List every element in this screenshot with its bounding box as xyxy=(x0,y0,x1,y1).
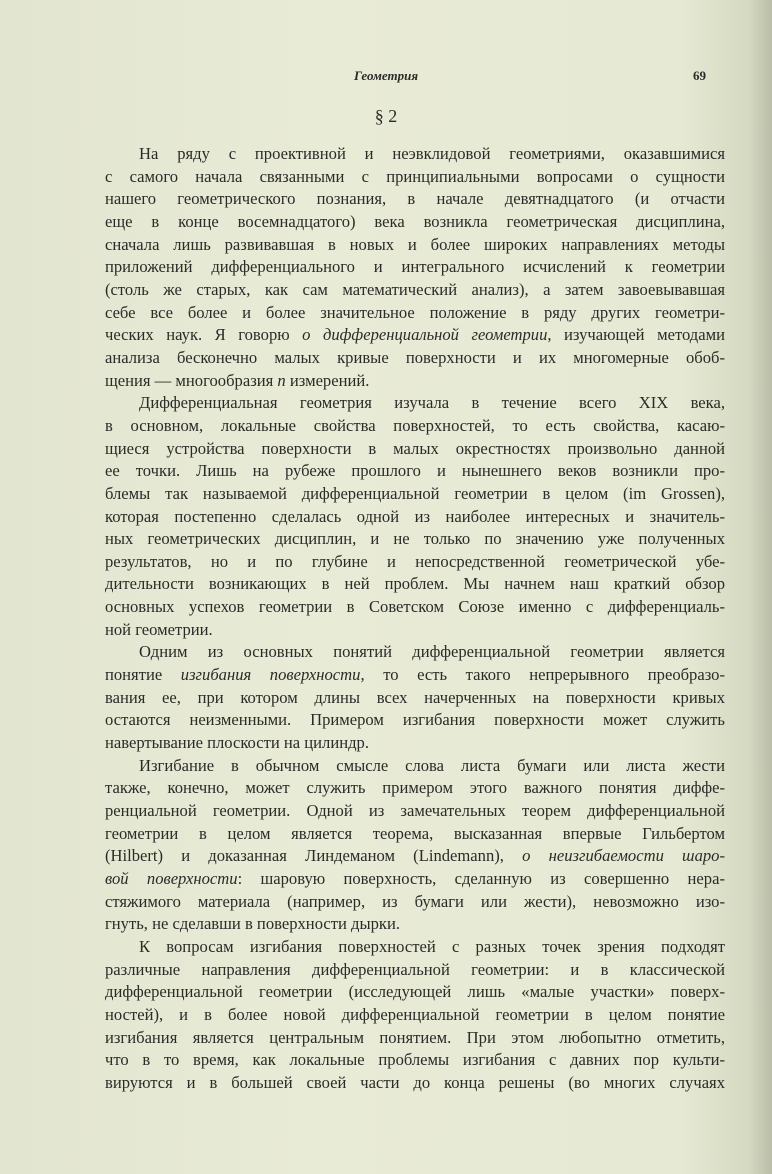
text-line xyxy=(105,302,725,325)
text-line xyxy=(105,1004,725,1027)
emphasized-text: изгибания поверхности xyxy=(180,665,361,685)
text-line xyxy=(105,392,725,415)
text-segment: основных успехов геометрии в Советском Союзе именно с дифференциаль- xyxy=(105,597,725,617)
text-line xyxy=(105,256,725,279)
text-line xyxy=(105,1072,725,1095)
text-line xyxy=(105,166,725,189)
text-segment: гнуть, не сделавши в поверхности дырки. xyxy=(105,914,401,934)
text-line xyxy=(105,732,725,755)
text-segment: геометрии в целом является теорема, высказанная впервые Гильбертом xyxy=(105,823,725,843)
text-segment: с самого начала связанными с принципиальными вопросами о сущности xyxy=(105,166,725,186)
paragraph xyxy=(105,392,725,641)
text-segment: вируются и в большей своей части до конца решены (во многих случаях xyxy=(105,1072,725,1092)
emphasized-text: о дифференциальной геометрии xyxy=(302,325,548,345)
text-segment: ностей), и в более новой дифференциальной геометрии в целом понятие xyxy=(105,1004,725,1024)
text-line xyxy=(105,347,725,370)
text-line xyxy=(105,664,725,687)
text-segment: ренциальной геометрии. Одной из замечательных теорем дифференциальной xyxy=(105,801,725,821)
page-number: 69 xyxy=(693,68,706,83)
text-line xyxy=(105,460,725,483)
text-line xyxy=(105,551,725,574)
text-line xyxy=(105,483,725,506)
section-heading: § 2 xyxy=(374,106,398,126)
text-line xyxy=(105,891,725,914)
text-line xyxy=(105,573,725,596)
text-segment: остаются неизменными. Примером изгибания поверхности может служить xyxy=(105,710,725,730)
text-segment: ной геометрии. xyxy=(105,619,213,639)
text-segment: сначала лишь развивавшая в новых и более широких направлениях методы xyxy=(105,234,725,254)
text-line xyxy=(105,936,725,959)
text-segment: К вопросам изгибания поверхностей с разных точек зрения подходят xyxy=(139,936,725,956)
text-line xyxy=(105,506,725,529)
text-segment: различные направления дифференциальной геометрии: и в классической xyxy=(105,959,725,979)
text-segment: приложений дифференциального и интегрального исчислений к геометрии xyxy=(105,257,725,277)
text-line xyxy=(105,959,725,982)
text-line xyxy=(105,415,725,438)
text-segment: навертывание плоскости на цилиндр. xyxy=(105,733,369,753)
text-segment: себе все более и более значительное положение в ряду других геометри- xyxy=(105,302,725,322)
text-segment: которая постепенно сделалась одной из наиболее интересных и значитель- xyxy=(105,506,725,526)
text-segment: : шаровую поверхность, сделанную из совершенно нера- xyxy=(237,869,725,888)
text-line xyxy=(105,528,725,551)
text-segment: Дифференциальная геометрия изучала в течение всего XIX века, xyxy=(139,393,725,413)
emphasized-text: n xyxy=(277,370,286,390)
text-segment: вания ее, при котором длины всех начерченных на поверхности кривых xyxy=(105,687,725,707)
text-line xyxy=(105,777,725,800)
body-text xyxy=(105,143,725,1095)
text-line xyxy=(105,596,725,619)
paragraph xyxy=(105,143,725,392)
text-line xyxy=(105,755,725,778)
text-segment: (столь же старых, как сам математический анализ), а затем завоевывавшая xyxy=(105,279,725,299)
text-segment: ных геометрических дисциплин, и не только по значению уже полученных xyxy=(105,529,725,549)
text-line xyxy=(105,438,725,461)
text-segment: анализа бесконечно малых кривые поверхности и их многомерные обоб- xyxy=(105,347,725,367)
text-line xyxy=(105,709,725,732)
text-line xyxy=(105,279,725,302)
paragraph xyxy=(105,641,725,754)
text-segment: дительности возникающих в ней проблем. Мы начнем наш краткий обзор xyxy=(105,574,725,594)
text-segment: ее точки. Лишь на рубеже прошлого и нынешнего веков возникли про- xyxy=(105,461,725,481)
text-segment: нашего геометрического познания, в начале девятнадцатого (и отчасти xyxy=(105,189,725,209)
text-segment: дифференциальной геометрии (исследующей лишь «малые участки» поверх- xyxy=(105,982,725,1002)
text-segment: блемы так называемой дифференциальной геометрии в целом (im Grossen), xyxy=(105,483,725,503)
running-head-title: Геометрия xyxy=(353,68,419,83)
text-line xyxy=(105,913,725,936)
text-line xyxy=(105,143,725,166)
text-segment: что в то время, как локальные проблемы изгибания с давних пор культи- xyxy=(105,1050,725,1070)
text-segment: стяжимого материала (например, из бумаги или жести), невозможно изо- xyxy=(105,891,725,911)
text-line xyxy=(105,800,725,823)
text-segment: в основном, локальные свойства поверхностей, то есть свойства, касаю- xyxy=(105,415,725,435)
text-line xyxy=(105,687,725,710)
text-segment: изгибания является центральным понятием. При этом любопытно отметить, xyxy=(105,1027,725,1047)
text-segment: Одним из основных понятий дифференциальной геометрии является xyxy=(139,642,725,662)
text-segment: На ряду с проективной и неэвклидовой геометриями, оказавшимися xyxy=(139,144,725,163)
text-segment: измерений. xyxy=(285,370,370,390)
text-segment: еще в конце восемнадцатого) века возникла геометрическая дисциплина, xyxy=(105,211,725,231)
text-line xyxy=(105,823,725,846)
text-segment: ческих наук. Я говорю xyxy=(105,325,303,345)
text-segment: Изгибание в обычном смысле слова листа бумаги или листа жести xyxy=(139,755,725,775)
text-line xyxy=(105,188,725,211)
text-line xyxy=(105,1049,725,1072)
text-segment: результатов, но и по глубине и непосредственной геометрической убе- xyxy=(105,551,725,571)
text-segment: также, конечно, может служить примером этого важного понятия диффе- xyxy=(105,778,725,798)
text-line xyxy=(105,868,725,891)
text-line xyxy=(105,1027,725,1050)
text-segment: щения — многообразия xyxy=(105,370,278,390)
paragraph xyxy=(105,755,725,936)
text-segment: щиеся устройства поверхности в малых окрестностях произвольно данной xyxy=(105,438,725,458)
text-segment: , то есть такого непрерывного преобразо- xyxy=(360,665,726,685)
text-segment: , изучающей методами xyxy=(547,325,725,345)
text-line xyxy=(105,641,725,664)
text-line xyxy=(105,619,725,642)
text-line xyxy=(105,234,725,257)
text-segment: понятие xyxy=(105,665,181,685)
text-line xyxy=(105,370,725,393)
text-line xyxy=(105,324,725,347)
emphasized-text: о неизгибаемости шаро- xyxy=(522,846,725,866)
emphasized-text: вой поверхности xyxy=(105,869,238,888)
paragraph xyxy=(105,936,725,1095)
text-line xyxy=(105,845,725,868)
text-line xyxy=(105,211,725,234)
text-line xyxy=(105,981,725,1004)
text-segment: (Hilbert) и доказанная Линдеманом (Lindemann), xyxy=(105,846,523,866)
